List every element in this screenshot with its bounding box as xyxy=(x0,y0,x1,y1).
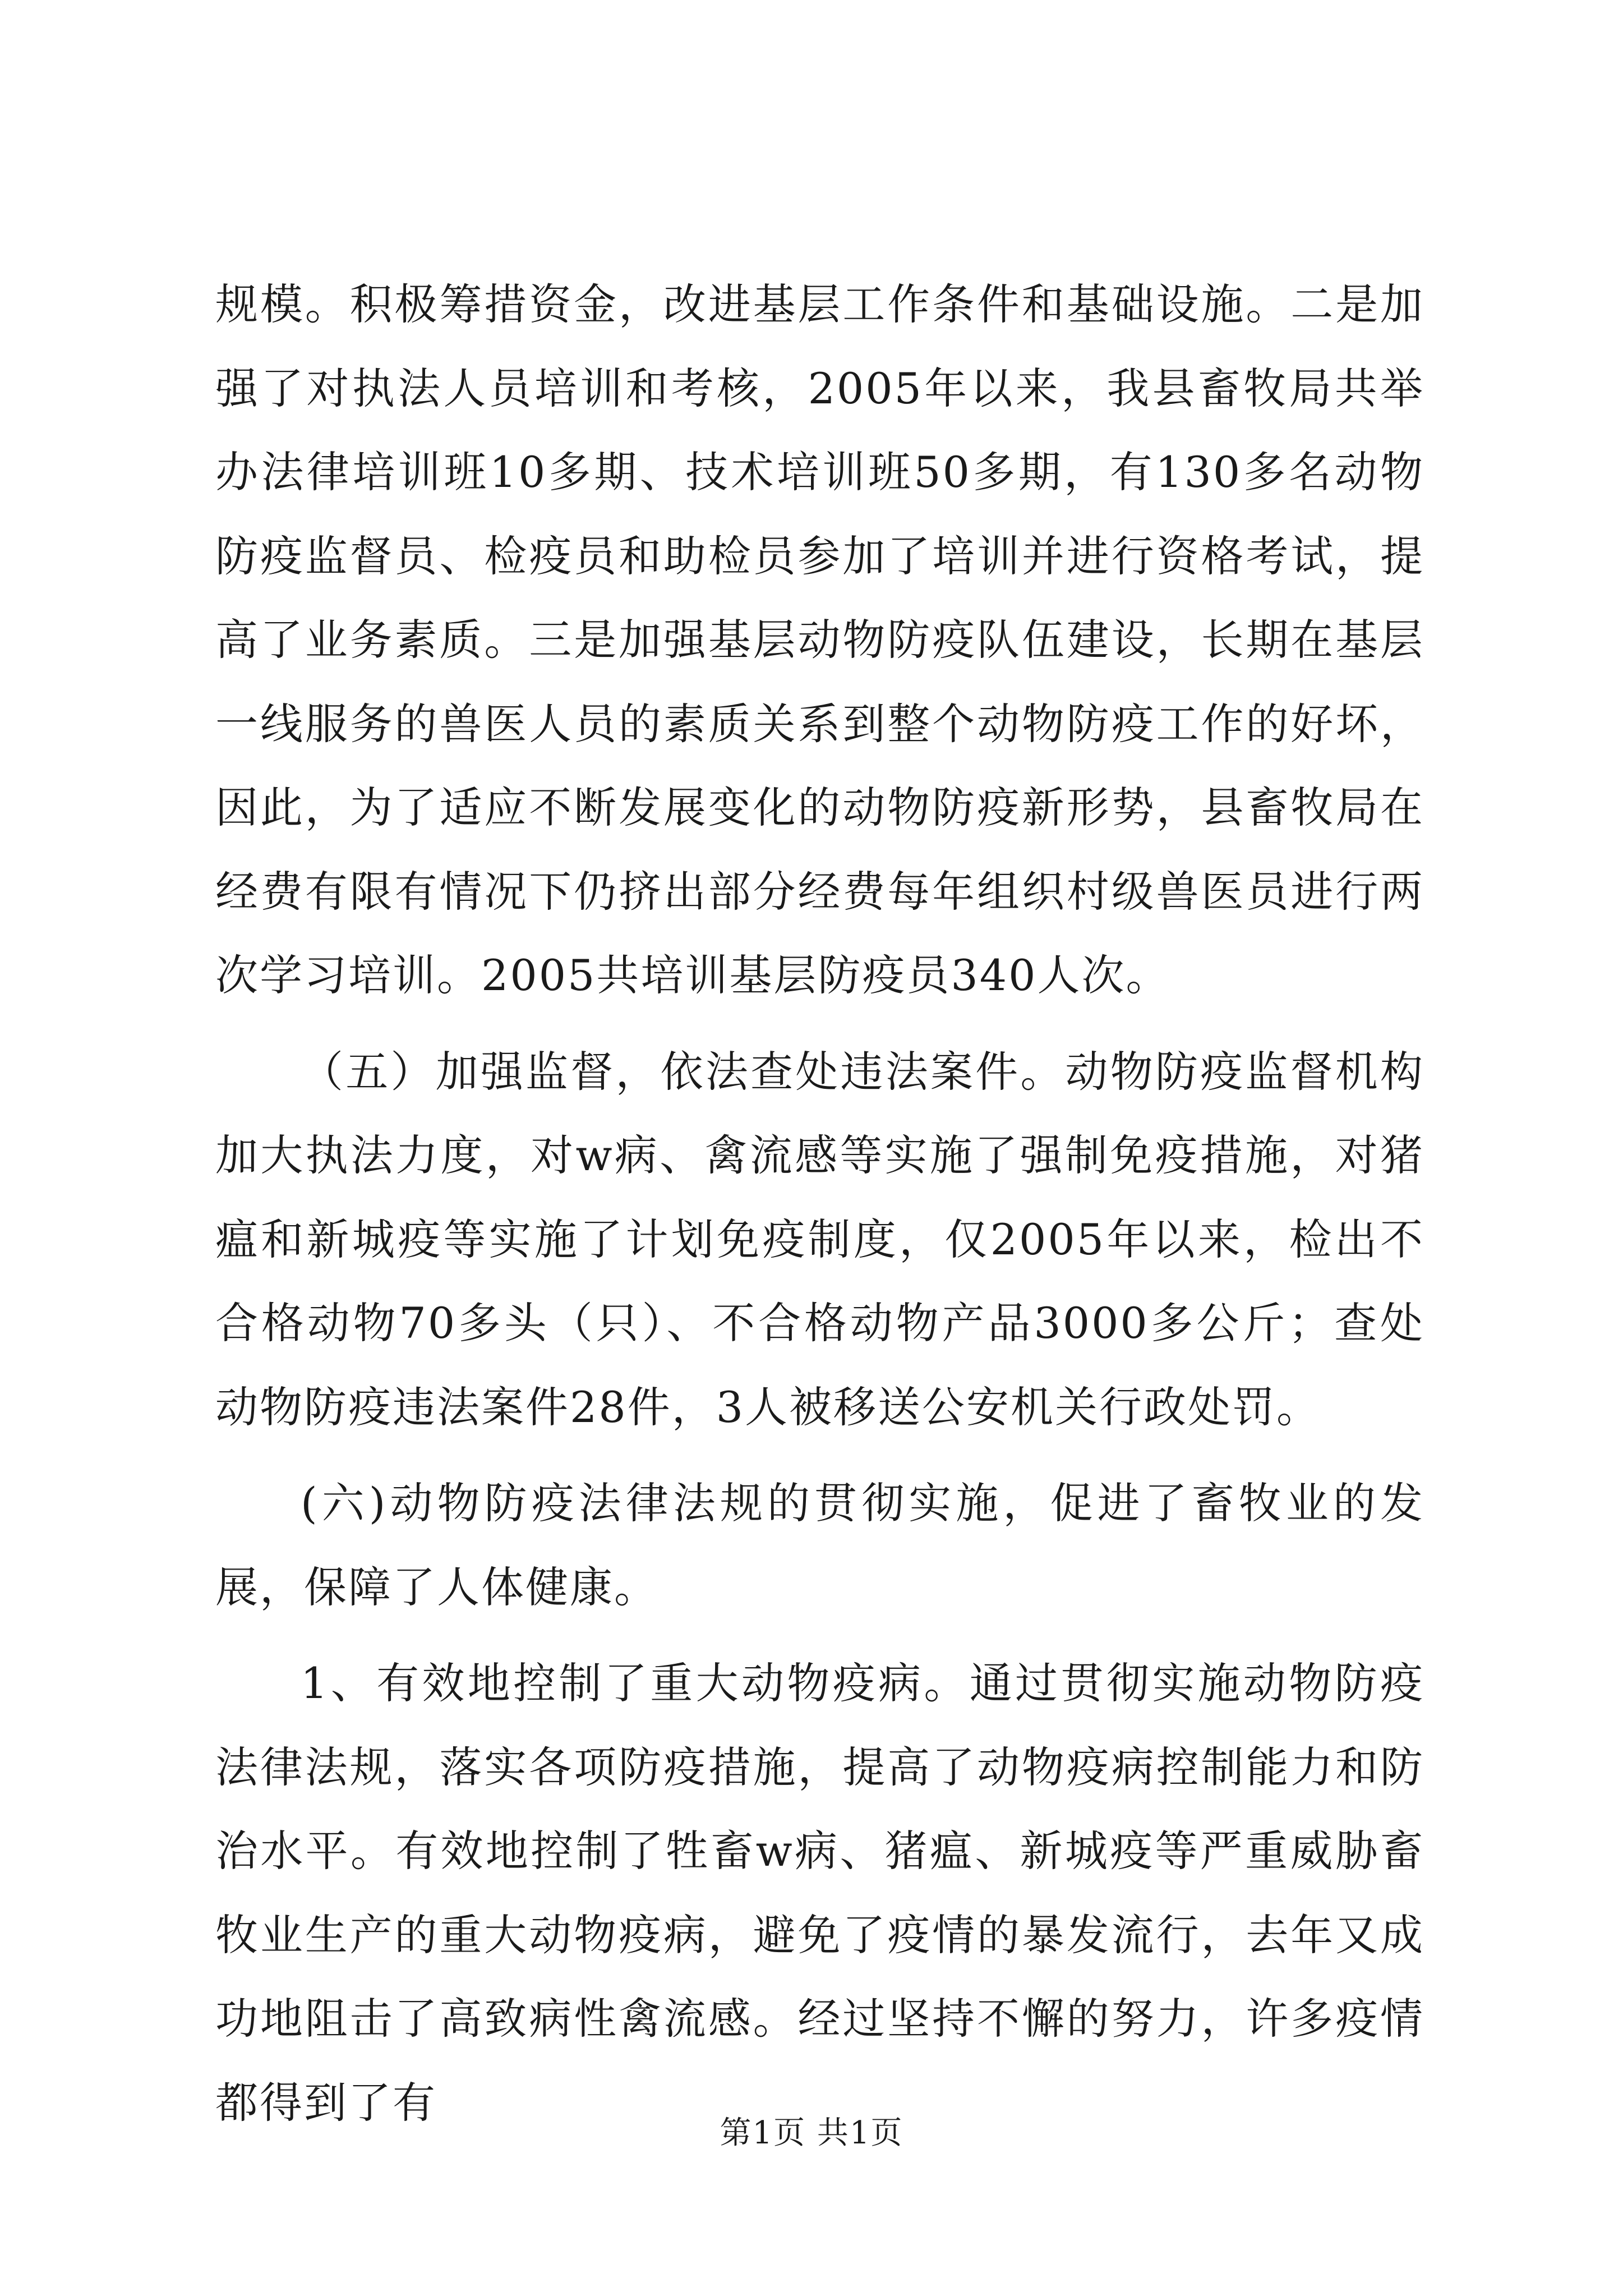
paragraph-2: （五）加强监督，依法查处违法案件。动物防疫监督机构加大执法力度，对w病、禽流感等实施了强制免疫措施，对猪瘟和新城疫等实施了计划免疫制度，仅2005年以来，检出不合格动物70多头（只）、不合格动物产品3000多公斤；查处动物防疫违法案件28件，3人被移送公安机关行政处罚。 xyxy=(215,1046,1424,1432)
page-footer: 第1页 共1页 xyxy=(720,2115,903,2151)
paragraph-3: (六)动物防疫法律法规的贯彻实施，促进了畜牧业的发展，保障了人体健康。 xyxy=(215,1478,1424,1612)
paragraph-4: 1、有效地控制了重大动物疫病。通过贯彻实施动物防疫法律法规，落实各项防疫措施，提高了动物疫病控制能力和防治水平。有效地控制了牲畜w病、猪瘟、新城疫等严重威胁畜牧业生产的重大动物疫病，避免了疫情的暴发流行，去年又成功地阻击了高致病性禽流感。经过坚持不懈的努力，许多疫情都得到了有 xyxy=(215,1658,1424,2128)
document-body xyxy=(215,263,1424,2157)
paragraph-1: 规模。积极筹措资金，改进基层工作条件和基础设施。二是加强了对执法人员培训和考核，2005年以来，我县畜牧局共举办法律培训班10多期、技术培训班50多期，有130多名动物防疫监督员、检疫员和助检员参加了培训并进行资格考试，提高了业务素质。三是加强基层动物防疫队伍建设，长期在基层一线服务的兽医人员的素质关系到整个动物防疫工作的好坏，因此，为了适应不断发展变化的动物防疫新形势，县畜牧局在经费有限有情况下仍挤出部分经费每年组织村级兽医员进行两次学习培训。2005共培训基层防疫员340人次。 xyxy=(215,279,1424,1000)
